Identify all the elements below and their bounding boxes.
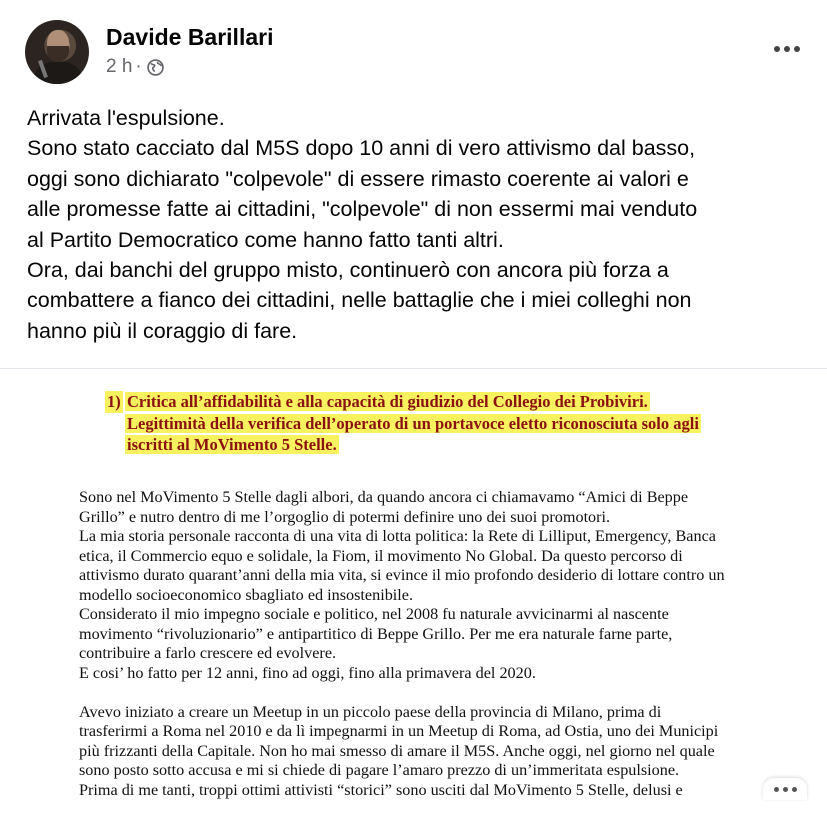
doc-heading-line: Critica all’affidabilità e alla capacità di giudizio del Collegio dei Probiviri. [127,392,648,411]
doc-body [79,488,819,820]
post-text-line: Ora, dai banchi del gruppo misto, continuerò con ancora più forza a [27,258,669,283]
doc-line: contribuire a farlo crescere ed evolvere. [79,644,337,662]
doc-paragraph [79,488,819,683]
post-text-line: Sono stato cacciato dal M5S dopo 10 anni di vero attivismo dal basso, [27,136,696,161]
post-text-line: hanno più il coraggio di fare. [27,318,298,343]
post-time[interactable]: 2 h [106,56,133,77]
doc-heading-line: Legittimità della verifica dell’operato di un portavoce eletto riconosciuta solo agli [127,413,699,433]
author-name[interactable]: Davide Barillari [106,24,274,50]
doc-line: Avevo iniziato a creare un Meetup in un piccolo paese della provincia di Milano, prima di [79,702,662,721]
doc-line: etica, il Commercio equo e solidale, la Fiom, il movimento No Global. Da questo percorso di [79,546,683,565]
image-options-button[interactable] [763,778,807,800]
doc-paragraph [79,703,819,801]
doc-line: Sono nel MoVimento 5 Stelle dagli albori, da quando ancora ci chiamavamo “Amici di Beppe [79,488,689,506]
doc-line: Prima di me tanti, troppi ottimi attivisti “storici” sono usciti dal MoVimento 5 Stelle, delusi e [79,780,683,799]
avatar[interactable] [25,20,89,84]
doc-line: trasferirmi a Roma nel 2010 e da lì impegnarmi in un Meetup di Roma, ad Ostia, uno dei Municipi [79,722,719,740]
post-text-line: oggi sono dichiarato "colpevole" di essere rimasto coerente ai valori e [27,166,689,191]
post-text-line: al Partito Democratico come hanno fatto tanti altri. [27,227,504,252]
doc-heading-line: iscritti al MoVimento 5 Stelle. [127,435,337,454]
more-horizontal-icon [774,787,779,792]
globe-icon[interactable] [147,59,164,76]
doc-line: Considerato il mio impegno sociale e politico, nel 2008 fu naturale avvicinarmi al nascente [79,605,669,623]
post-text-line: combattere a fianco dei cittadini, nelle battaglie che i miei colleghi non [27,288,692,313]
post-meta [106,56,164,78]
doc-line: sono posto sotto accusa e mi si chiede di pagare l’amaro prezzo di un’immeritata espulsione. [79,761,680,779]
doc-line: La mia storia personale racconta di una vita di lotta politica: la Rete di Lilliput, Emergency, Banca [79,527,716,545]
more-horizontal-icon [774,46,780,52]
doc-line: più frizzanti della Capitale. Non ho mai smesso di amare il M5S. Anche oggi, nel giorno nel quale [79,741,715,760]
doc-line: Grillo” e nutro dentro di me l’orgoglio di potermi definire uno dei suoi promotori. [79,507,611,526]
doc-line: modello socioeconomico sbagliato ed insostenibile. [79,585,414,604]
post-text-line: alle promesse fatte ai cittadini, "colpevole" di non essermi mai venduto [27,197,698,222]
meta-separator: · [135,56,142,77]
post-header [25,18,807,88]
post-text [27,103,817,346]
attached-document-image[interactable] [0,369,827,800]
doc-heading-number: 1) [107,392,121,411]
post-text-line: Arrivata l'espulsione. [27,106,225,130]
doc-line: E cosi’ ho fatto per 12 anni, fino ad oggi, fino alla primavera del 2020. [79,663,536,682]
doc-line: movimento “rivoluzionario” e antipartitico di Beppe Grillo. Per me era naturale farne parte, [79,624,673,643]
doc-line: attivismo durato quarant’anni della mia vita, si evince il mio profondo desiderio di lottare contro un [79,566,725,584]
more-options-button[interactable] [767,34,807,64]
